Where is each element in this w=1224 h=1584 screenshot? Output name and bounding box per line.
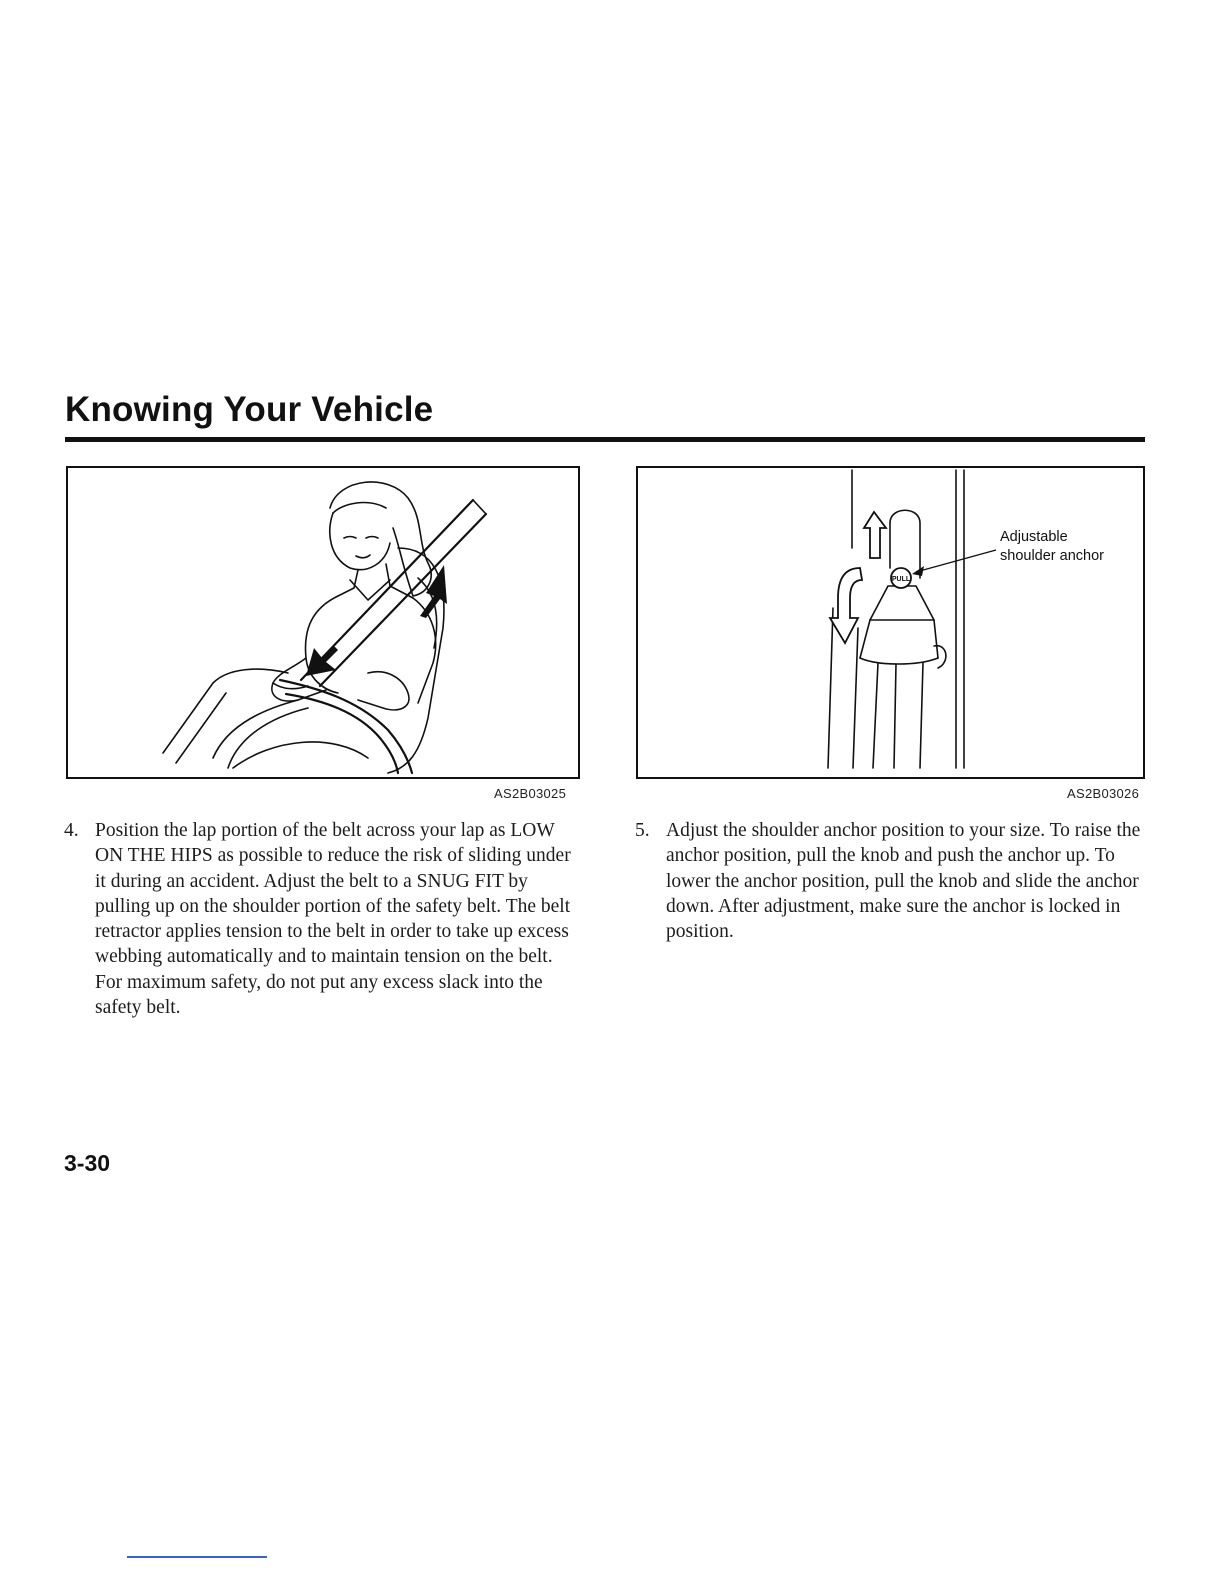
step-text: Adjust the shoulder anchor position to your size. To raise the anchor position, pull the knob and push the anchor up. To lower the anchor position, pull the knob and slide the anchor down. After adjustment, make sure the anchor is locked in position. — [666, 820, 1141, 943]
callout-line: Adjustable — [1000, 529, 1068, 545]
figure-code: AS2B03026 — [1067, 786, 1140, 801]
step-number: 4. — [64, 820, 79, 841]
footer-rule — [127, 1556, 267, 1558]
seated-person-belt-drawing — [68, 468, 578, 777]
callout-label — [1000, 528, 1104, 566]
illustration-lap-belt — [66, 466, 580, 779]
step-5 — [635, 818, 1153, 944]
step-4 — [64, 818, 584, 1020]
shoulder-anchor-drawing — [638, 468, 1143, 777]
page-title: Knowing Your Vehicle — [65, 390, 434, 429]
step-number: 5. — [635, 820, 650, 841]
step-text: Position the lap portion of the belt across your lap as LOW ON THE HIPS as possible to reduce the risk of sliding under it during an accident. Adjust the belt to a SNUG FIT by pulling up on the shoulder portion of the safety belt. The belt retractor applies tension to the belt in order to take up excess webbing automatically and to maintain tension on the belt. For maximum safety, do not put any excess slack into the safety belt. — [95, 820, 571, 1019]
knob-label: PULL — [891, 576, 911, 583]
illustration-shoulder-anchor — [636, 466, 1145, 779]
title-rule — [65, 437, 1145, 442]
page-number: 3-30 — [64, 1150, 111, 1176]
figure-code: AS2B03025 — [494, 786, 567, 801]
callout-line: shoulder anchor — [1000, 548, 1104, 564]
